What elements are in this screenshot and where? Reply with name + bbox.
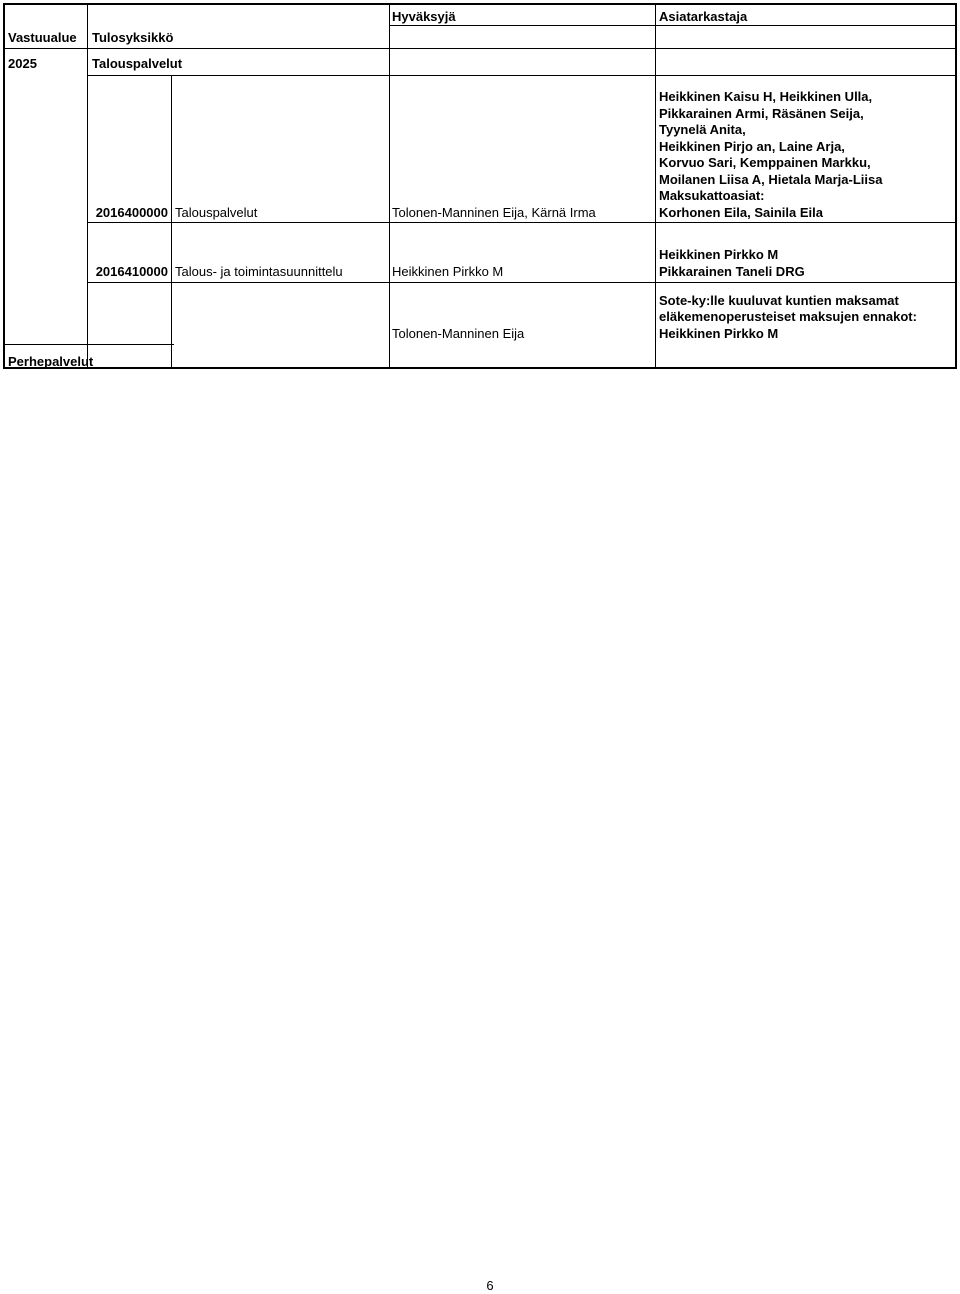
inspector-line: Korhonen Eila, Sainila Eila [659, 205, 823, 220]
inspector-line: Pikkarainen Taneli DRG [659, 264, 805, 279]
header-hyvaksyja: Hyväksyjä [392, 9, 456, 24]
inspector-line: Moilanen Liisa A, Hietala Marja-Liisa [659, 172, 883, 187]
inspector-line: Heikkinen Pirkko M [659, 247, 779, 262]
page-number: 6 [486, 1278, 494, 1293]
header-asiatarkastaja: Asiatarkastaja [659, 9, 748, 24]
inspector-line: Maksukattoasiat: [659, 188, 765, 203]
inspector-line: Sote-ky:lle kuuluvat kuntien maksamat [659, 293, 899, 308]
row-code: 2016400000 [95, 205, 168, 220]
section-code: 2025 [8, 56, 37, 71]
inspector-line: Heikkinen Pirkko M [659, 326, 779, 341]
row-unit: Talous- ja toimintasuunnittelu [175, 264, 343, 279]
grid-line [87, 282, 957, 283]
grid-line [655, 3, 656, 369]
row-approver: Tolonen-Manninen Eija, Kärnä Irma [392, 205, 596, 220]
header-tulosyksikko: Tulosyksikkö [92, 30, 174, 45]
inspector-line: Heikkinen Pirjo an, Laine Arja, [659, 139, 845, 154]
grid-line [3, 344, 174, 345]
grid-line [3, 48, 957, 49]
grid-line [87, 3, 88, 369]
row-unit: Talouspalvelut [175, 205, 258, 220]
next-section-label: Perhepalvelut [8, 354, 94, 369]
row-approver: Heikkinen Pirkko M [392, 264, 504, 279]
inspector-line: Tyynelä Anita, [659, 122, 746, 137]
grid-line [87, 75, 957, 76]
inspector-line: Pikkarainen Armi, Räsänen Seija, [659, 106, 864, 121]
grid-line [87, 222, 957, 223]
row-code: 2016410000 [95, 264, 168, 279]
inspector-line: Korvuo Sari, Kemppainen Markku, [659, 155, 871, 170]
inspector-line: eläkemenoperusteiset maksujen ennakot: [659, 309, 917, 324]
row-approver: Tolonen-Manninen Eija [392, 326, 525, 341]
grid-line [389, 3, 390, 369]
inspector-line: Heikkinen Kaisu H, Heikkinen Ulla, [659, 89, 873, 104]
section-name: Talouspalvelut [92, 56, 183, 71]
header-vastuualue: Vastuualue [8, 30, 77, 45]
